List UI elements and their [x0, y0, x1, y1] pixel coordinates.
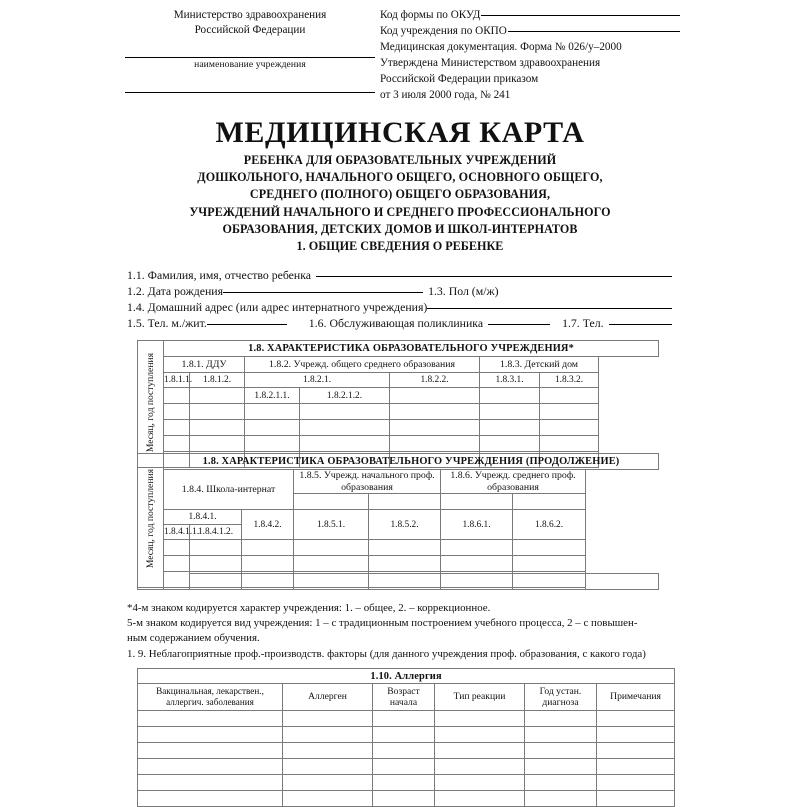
- cell-input[interactable]: [441, 574, 513, 590]
- institution-name-line[interactable]: [125, 44, 375, 58]
- code-1-8-5-1: 1.8.5.1.: [294, 510, 369, 540]
- table-row: [138, 470, 659, 494]
- institution-name-caption: наименование учреждения: [194, 58, 306, 70]
- spacer-cell: [294, 494, 369, 510]
- okud-label: Код формы по ОКУД: [380, 9, 481, 21]
- table-banner-18-cont: 1.8. ХАРАКТЕРИСТИКА ОБРАЗОВАТЕЛЬНОГО УЧРЕЖДЕНИЯ (ПРОДОЛЖЕНИЕ): [164, 454, 659, 470]
- table-row: [138, 373, 659, 388]
- cell-input[interactable]: [294, 574, 369, 590]
- institution-extra-line[interactable]: [125, 75, 375, 93]
- cell-input[interactable]: [597, 759, 675, 775]
- spacer-cell: [441, 494, 513, 510]
- cell-input[interactable]: [164, 540, 190, 556]
- label-clinic-phone: 1.7. Тел.: [562, 316, 604, 330]
- cell-input[interactable]: [138, 791, 283, 807]
- code-1-8-1-1: 1.8.1.1.: [164, 373, 190, 388]
- cell-input[interactable]: [245, 436, 300, 452]
- okpo-row: [380, 24, 680, 40]
- input-full-name[interactable]: [316, 276, 672, 277]
- cell-input[interactable]: [525, 775, 597, 791]
- code-1-8-4-2: 1.8.4.2.: [242, 510, 294, 540]
- field-row-1-5: [127, 316, 672, 332]
- code-1-8-3-2: 1.8.3.2.: [540, 373, 599, 388]
- input-home-address[interactable]: [427, 308, 672, 309]
- code-1-8-5-2: 1.8.5.2.: [369, 510, 441, 540]
- side-label-text: Месяц, год поступления: [144, 352, 156, 453]
- header-left-block: [125, 8, 375, 93]
- subcode-1-8-2-1-1: 1.8.2.1.1.: [245, 388, 300, 404]
- footnotes-block: [127, 601, 677, 645]
- cell-input[interactable]: [597, 791, 675, 807]
- approved-line-2: Российской Федерации приказом: [380, 72, 539, 85]
- subtitle-line-2: ДОШКОЛЬНОГО, НАЧАЛЬНОГО ОБЩЕГО, ОСНОВНОГО ОБЩЕГО,: [197, 170, 603, 185]
- table-row: [138, 743, 675, 759]
- cell-input[interactable]: [540, 388, 599, 404]
- table-banner-18: 1.8. ХАРАКТЕРИСТИКА ОБРАЗОВАТЕЛЬНОГО УЧРЕЖДЕНИЯ*: [164, 341, 659, 357]
- cell-input[interactable]: [164, 556, 190, 572]
- cell-input[interactable]: [540, 404, 599, 420]
- cell-input[interactable]: [435, 743, 525, 759]
- cell-input[interactable]: [480, 404, 540, 420]
- label-gender: 1.3. Пол (м/ж): [428, 284, 499, 298]
- cell-input[interactable]: [138, 759, 283, 775]
- document-header: [0, 8, 800, 103]
- cell-input[interactable]: [164, 420, 190, 436]
- spacer-cell: [369, 494, 441, 510]
- footnote-2: 5-м знаком кодируется вид учреждения: 1 – с традиционным построением учебного процесса, 2 – с повышен-: [127, 616, 638, 629]
- side-label-spacer: [138, 574, 164, 590]
- subcode-1-8-2-1-2: 1.8.2.1.2.: [300, 388, 390, 404]
- side-label-spacer: [164, 574, 190, 590]
- subtitle-line-5: ОБРАЗОВАНИЯ, ДЕТСКИХ ДОМОВ И ШКОЛ-ИНТЕРНАТОВ: [222, 221, 578, 236]
- code-1-8-2-1: 1.8.2.1.: [245, 373, 390, 388]
- table-row: [138, 791, 675, 807]
- input-phone-mobile-home[interactable]: [207, 324, 287, 325]
- input-clinic-phone[interactable]: [609, 324, 672, 325]
- table-row: [138, 357, 659, 373]
- group-ddu: 1.8.1. ДДУ: [164, 357, 245, 373]
- cell-input[interactable]: [525, 711, 597, 727]
- cell-input[interactable]: [283, 743, 373, 759]
- table-row: [138, 711, 675, 727]
- field-row-1-1: [127, 268, 672, 284]
- field-row-1-4: [127, 300, 672, 316]
- cell-input[interactable]: [480, 436, 540, 452]
- table-row: [138, 341, 659, 357]
- cell-input[interactable]: [164, 388, 190, 404]
- label-clinic: 1.6. Обслуживающая поликлиника: [308, 316, 484, 330]
- cell-input[interactable]: [390, 404, 480, 420]
- cell-input[interactable]: [138, 727, 283, 743]
- subtitle-line-3: СРЕДНЕГО (ПОЛНОГО) ОБЩЕГО ОБРАЗОВАНИЯ,: [249, 187, 551, 202]
- cell-input[interactable]: [369, 556, 441, 572]
- code-1-8-4-1-1: 1.8.4.1.1.: [164, 525, 190, 540]
- table-educational-institution: [137, 340, 659, 468]
- cell-input[interactable]: [190, 436, 245, 452]
- cell-input[interactable]: [597, 711, 675, 727]
- field-row-1-9: 1. 9. Неблагоприятные проф.-производств. факторы (для данного учреждения проф. образования, с какого года): [127, 648, 646, 660]
- cell-input[interactable]: [373, 727, 435, 743]
- cell-input[interactable]: [242, 540, 294, 556]
- cell-input[interactable]: [138, 711, 283, 727]
- group-boarding-school: 1.8.4. Школа-интернат: [164, 470, 294, 510]
- cell-input[interactable]: [435, 711, 525, 727]
- okpo-input-line[interactable]: [508, 31, 680, 32]
- cell-input[interactable]: [513, 540, 586, 556]
- cell-input[interactable]: [586, 574, 659, 590]
- label-full-name: 1.1. Фамилия, имя, отчество ребенка: [127, 268, 312, 282]
- side-label-month-year: [138, 341, 164, 468]
- cell-input[interactable]: [300, 436, 390, 452]
- okud-row: [380, 8, 680, 24]
- cell-input[interactable]: [390, 388, 480, 404]
- cell-input[interactable]: [513, 556, 586, 572]
- footnote-3: ным содержанием обучения.: [127, 631, 260, 644]
- cell-input[interactable]: [390, 420, 480, 436]
- table-row: [138, 388, 659, 404]
- table-row: [138, 669, 675, 684]
- label-birth-date: 1.2. Дата рождения: [127, 284, 224, 298]
- cell-input[interactable]: [435, 759, 525, 775]
- group-primary-vocational: 1.8.5. Учрежд. начального проф. образования: [294, 470, 441, 494]
- cell-input[interactable]: [283, 775, 373, 791]
- cell-input[interactable]: [242, 574, 294, 590]
- cell-input[interactable]: [441, 540, 513, 556]
- group-childrens-home: 1.8.3. Детский дом: [480, 357, 599, 373]
- code-1-8-2-2: 1.8.2.2.: [390, 373, 480, 388]
- cell-input[interactable]: [525, 743, 597, 759]
- cell-input[interactable]: [373, 791, 435, 807]
- cell-input[interactable]: [525, 791, 597, 807]
- code-1-8-6-2: 1.8.6.2.: [513, 510, 586, 540]
- cell-input[interactable]: [164, 404, 190, 420]
- cell-input[interactable]: [164, 436, 190, 452]
- cell-input[interactable]: [373, 759, 435, 775]
- cell-input[interactable]: [283, 711, 373, 727]
- subtitle-line-4: УЧРЕЖДЕНИЙ НАЧАЛЬНОГО И СРЕДНЕГО ПРОФЕССИОНАЛЬНОГО: [189, 204, 611, 219]
- cell-input[interactable]: [597, 727, 675, 743]
- spacer-cell: [513, 494, 586, 510]
- cell-input[interactable]: [441, 556, 513, 572]
- cell-input[interactable]: [525, 759, 597, 775]
- code-1-8-1-2: 1.8.1.2.: [190, 373, 245, 388]
- cell-input[interactable]: [190, 574, 242, 590]
- cell-input[interactable]: [390, 436, 480, 452]
- cell-input[interactable]: [283, 759, 373, 775]
- table-row: [138, 510, 659, 525]
- cell-input[interactable]: [373, 743, 435, 759]
- cell-input[interactable]: [435, 791, 525, 807]
- cell-input[interactable]: [245, 404, 300, 420]
- column-header-reaction-type: Тип реакции: [435, 684, 525, 711]
- cell-input[interactable]: [190, 556, 242, 572]
- column-header-diagnosis-year: Год устан. диагноза: [525, 684, 597, 711]
- label-phone-mobile-home: 1.5. Тел. м./жит.: [127, 316, 207, 330]
- code-1-8-6-1: 1.8.6.1.: [441, 510, 513, 540]
- table-row: [138, 436, 659, 452]
- cell-input[interactable]: [540, 436, 599, 452]
- cell-input[interactable]: [435, 775, 525, 791]
- cell-input[interactable]: [138, 775, 283, 791]
- cell-input[interactable]: [597, 775, 675, 791]
- cell-input[interactable]: [190, 540, 242, 556]
- table-row: [138, 420, 659, 436]
- table-allergy: [137, 668, 675, 807]
- label-home-address: 1.4. Домашний адрес (или адрес интернатного учреждения): [127, 300, 428, 314]
- table-row: [138, 454, 659, 470]
- cell-input[interactable]: [369, 540, 441, 556]
- approved-line-1: Утверждена Министерством здравоохранения: [380, 56, 601, 69]
- field-row-1-2: [127, 284, 672, 300]
- input-clinic[interactable]: [488, 324, 550, 325]
- table-row: [138, 775, 675, 791]
- column-header-notes: Примечания: [597, 684, 675, 711]
- cell-input[interactable]: [190, 404, 245, 420]
- cell-input[interactable]: [283, 791, 373, 807]
- cell-input[interactable]: [245, 420, 300, 436]
- cell-input[interactable]: [283, 727, 373, 743]
- header-right-block: [380, 8, 680, 103]
- table-row: [138, 727, 675, 743]
- table-row: [138, 574, 659, 590]
- cell-input[interactable]: [525, 727, 597, 743]
- table-row: [138, 684, 675, 711]
- okpo-label: Код учреждения по ОКПО: [380, 24, 507, 37]
- cell-input[interactable]: [369, 574, 441, 590]
- group-secondary-vocational: 1.8.6. Учрежд. среднего проф. образования: [441, 470, 586, 494]
- cell-input[interactable]: [138, 743, 283, 759]
- page-subtitle: [0, 152, 800, 238]
- table-continuation-extra-rows: [137, 573, 659, 590]
- cell-input[interactable]: [597, 743, 675, 759]
- doc-form-number: Медицинская документация. Форма № 026/у–2000: [380, 40, 622, 53]
- table-row: [138, 556, 659, 572]
- input-birth-date[interactable]: [223, 292, 423, 293]
- table-educational-institution-continued: [137, 453, 659, 588]
- cell-input[interactable]: [480, 420, 540, 436]
- page-title: МЕДИЦИНСКАЯ КАРТА: [215, 116, 585, 149]
- approved-line-3: от 3 июля 2000 года, № 241: [380, 88, 511, 101]
- cell-input[interactable]: [190, 420, 245, 436]
- side-label-text: Месяц, год поступления: [144, 469, 156, 569]
- cell-input[interactable]: [540, 420, 599, 436]
- cell-input[interactable]: [242, 556, 294, 572]
- cell-input[interactable]: [294, 556, 369, 572]
- cell-input[interactable]: [190, 388, 245, 404]
- section-1-heading: 1. ОБЩИЕ СВЕДЕНИЯ О РЕБЕНКЕ: [296, 239, 504, 253]
- cell-input[interactable]: [294, 540, 369, 556]
- code-1-8-4-1-2: 1.8.4.1.2.: [190, 525, 242, 540]
- okud-input-line[interactable]: [481, 15, 680, 16]
- side-label-month-year-cont: [138, 454, 164, 588]
- table-row: [138, 759, 675, 775]
- ministry-line-2: Российской Федерации: [194, 23, 306, 36]
- cell-input[interactable]: [300, 404, 390, 420]
- footnote-1: *4-м знаком кодируется характер учреждения: 1. – общее, 2. – коррекционное.: [127, 602, 491, 614]
- code-1-8-3-1: 1.8.3.1.: [480, 373, 540, 388]
- column-header-allergen: Аллерген: [283, 684, 373, 711]
- cell-input[interactable]: [300, 420, 390, 436]
- column-header-age-onset: Возраст начала: [373, 684, 435, 711]
- column-header-vaccine-drug-allergy: Вакцинальная, лекарствен., аллергич. заболевания: [138, 684, 283, 711]
- ministry-line-1: Министерство здравоохранения: [173, 9, 327, 21]
- cell-input[interactable]: [513, 574, 586, 590]
- subgroup-1-8-4-1: 1.8.4.1.: [164, 510, 242, 525]
- subtitle-line-1: РЕБЕНКА ДЛЯ ОБРАЗОВАТЕЛЬНЫХ УЧРЕЖДЕНИЙ: [243, 153, 557, 167]
- table-row: [138, 404, 659, 420]
- cell-input[interactable]: [373, 711, 435, 727]
- general-info-fields: [127, 268, 672, 332]
- table-banner-110: 1.10. Аллергия: [138, 669, 675, 684]
- cell-input[interactable]: [480, 388, 540, 404]
- table-row: [138, 540, 659, 556]
- cell-input[interactable]: [435, 727, 525, 743]
- cell-input[interactable]: [373, 775, 435, 791]
- group-general-secondary: 1.8.2. Учрежд. общего среднего образования: [245, 357, 480, 373]
